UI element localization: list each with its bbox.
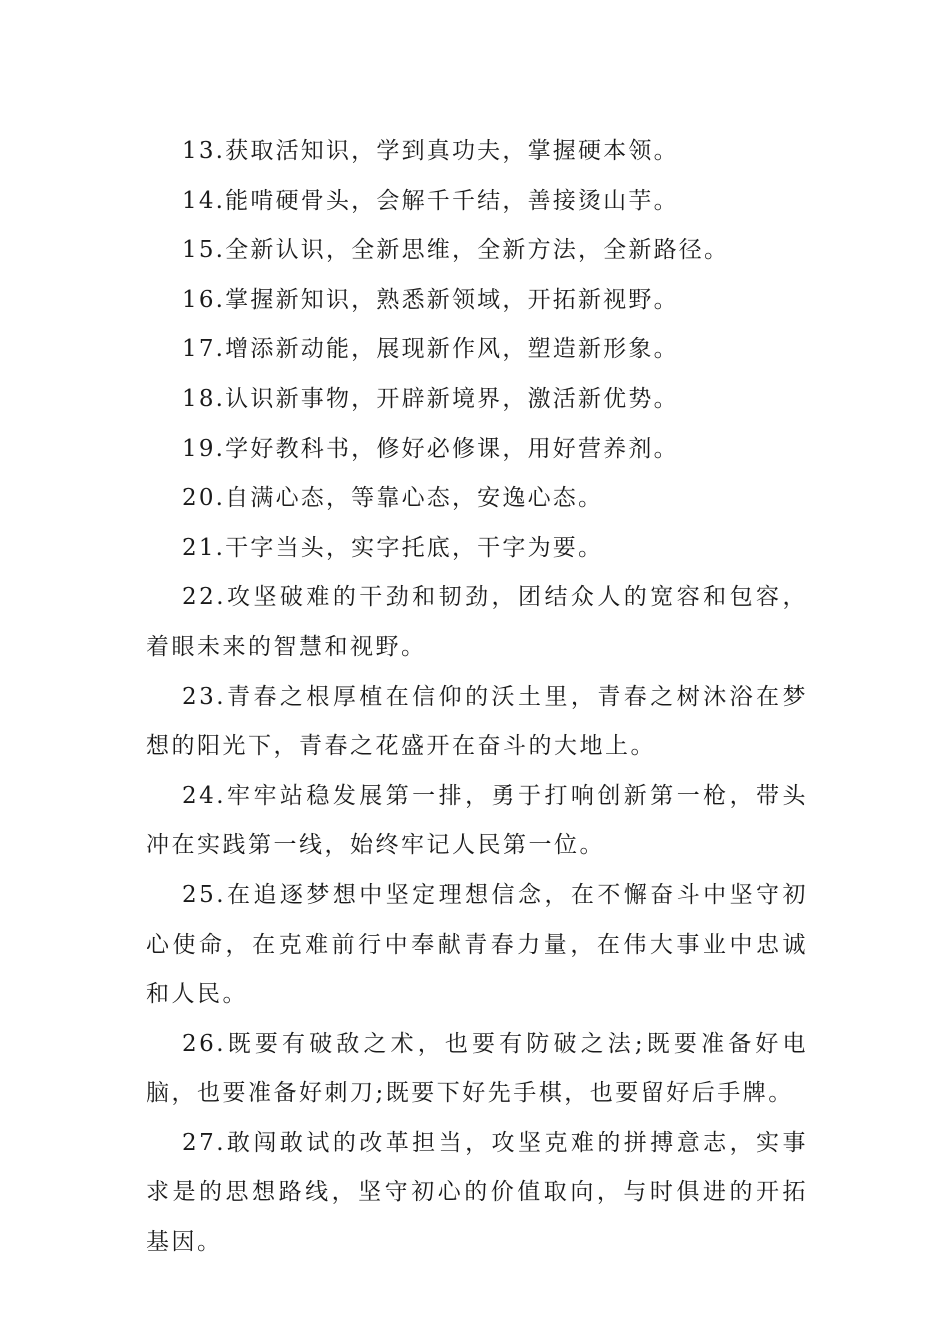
- paragraph-22: 22.攻坚破难的干劲和韧劲，团结众人的宽容和包容，着眼未来的智慧和视野。: [146, 584, 808, 660]
- paragraph-18: 18.认识新事物，开辟新境界，激活新优势。: [182, 385, 679, 412]
- paragraph-21: 21.干字当头，实字托底，干字为要。: [182, 534, 604, 561]
- paragraph-23: 23.青春之根厚植在信仰的沃土里，青春之树沐浴在梦想的阳光下，青春之花盛开在奋斗的大地上。: [146, 683, 808, 760]
- paragraph-20: 20.自满心态，等靠心态，安逸心态。: [182, 485, 604, 512]
- paragraph-27: 27.敢闯敢试的改革担当，攻坚克难的拼搏意志，实事求是的思想路线，坚守初心的价值取向，与时俱进的开拓基因。: [146, 1129, 808, 1256]
- paragraph-16: 16.掌握新知识，熟悉新领域，开拓新视野。: [182, 286, 679, 313]
- paragraph-17: 17.增添新动能，展现新作风，塑造新形象。: [182, 336, 679, 363]
- paragraph-15: 15.全新认识，全新思维，全新方法，全新路径。: [182, 237, 730, 264]
- paragraph-26: 26.既要有破敌之术，也要有防破之法;既要准备好电脑，也要准备好刺刀;既要下好先手棋，也要留好后手牌。: [146, 1030, 808, 1107]
- document-body: [146, 127, 808, 1268]
- paragraph-19: 19.学好教科书，修好必修课，用好营养剂。: [182, 435, 679, 462]
- paragraph-13: 13.获取活知识，学到真功夫，掌握硬本领。: [182, 138, 679, 164]
- paragraph-14: 14.能啃硬骨头，会解千千结，善接烫山芋。: [182, 187, 679, 214]
- paragraph-24: 24.牢牢站稳发展第一排，勇于打响创新第一枪，带头冲在实践第一线，始终牢记人民第一位。: [146, 782, 808, 859]
- paragraph-25: 25.在追逐梦想中坚定理想信念，在不懈奋斗中坚守初心使命，在克难前行中奉献青春力量，在伟大事业中忠诚和人民。: [146, 881, 808, 1008]
